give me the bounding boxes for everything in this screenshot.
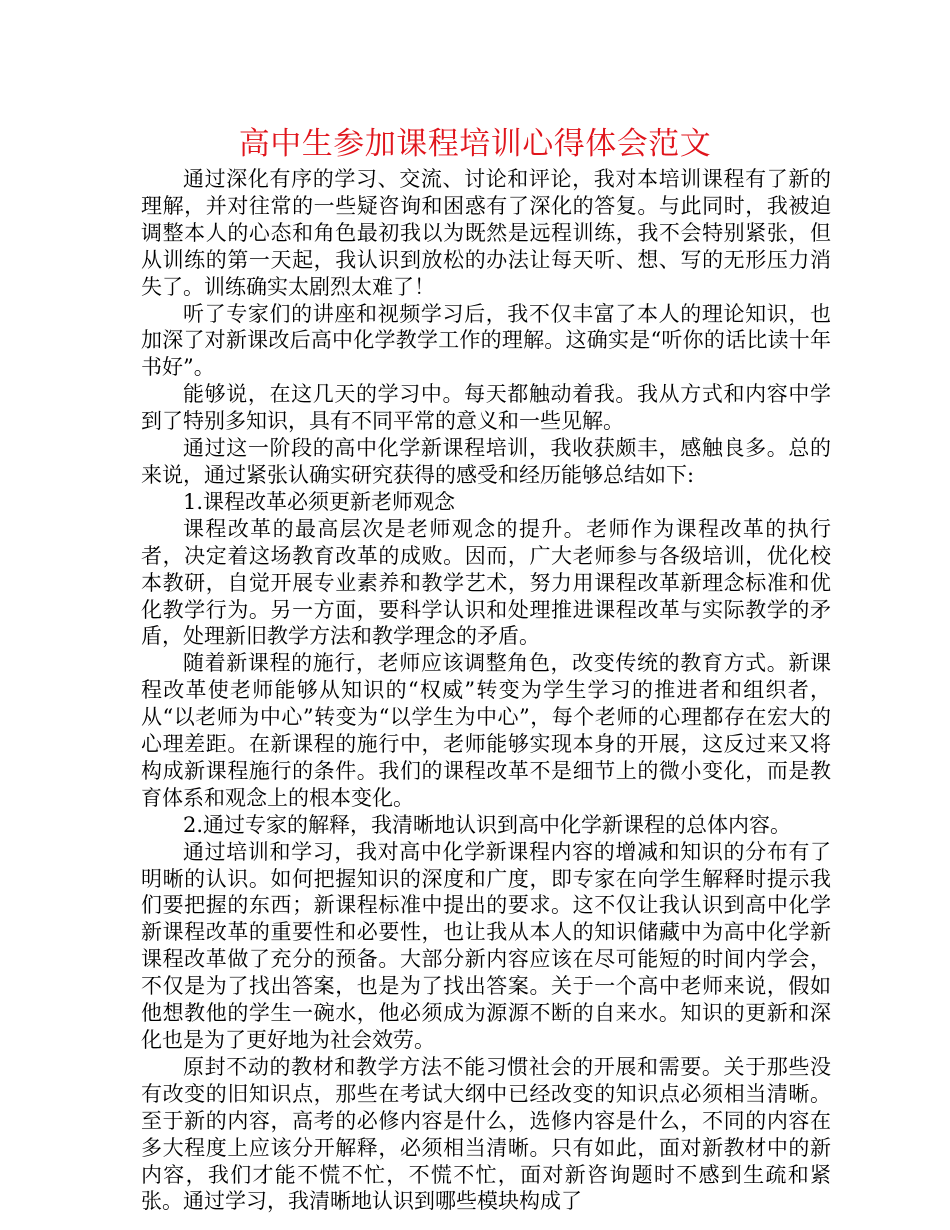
paragraph-7: 通过培训和学习，我对高中化学新课程内容的增减和知识的分布有了明晰的认识。如何把握知识的深度和广度，即专家在向学生解释时提示我们要把握的东西；新课程标准中提出的要求。这不仅让我认识到高中化学新课程改革的重要性和必要性，也让我从本人的知识储藏中为高中化学新课程改革做了充分的预备。大部分新内容应该在尽可能短的时间内学会，不仅是为了找出答案，也是为了找出答案。关于一个高中老师来说，假如他想教他的学生一碗水，他必须成为源源不断的自来水。知识的更新和深化也是为了更好地为社会效劳。 bbox=[141, 839, 831, 1052]
section-heading-1: 1.课程改革必须更新老师观念 bbox=[183, 489, 456, 514]
paragraph-3: 能够说，在这几天的学习中。每天都触动着我。我从方式和内容中学到了特别多知识，具有不同平常的意义和一些见解。 bbox=[141, 382, 831, 434]
section-heading-2: 2.通过专家的解释，我清晰地认识到高中化学新课程的总体内容。 bbox=[183, 812, 792, 837]
paragraph-4: 通过这一阶段的高中化学新课程培训，我收获颇丰，感触良多。总的来说，通过紧张认确实研究获得的感受和经历能够总结如下: bbox=[141, 436, 831, 487]
paragraph-1: 通过深化有序的学习、交流、讨论和评论，我对本培训课程有了新的理解，并对往常的一些疑咨询和困惑有了深化的答复。与此同时，我被迫调整本人的心态和角色最初我以为既然是远程训练，我不会特别紧张，但从训练的第一天起，我认识到放松的办法让每天听、想、写的无形压力消失了。训练确实太剧烈太难了！ bbox=[141, 167, 831, 299]
paragraph-5: 课程改革的最高层次是老师观念的提升。老师作为课程改革的执行者，决定着这场教育改革的成败。因而，广大老师参与各级培训，优化校本教研，自觉开展专业素养和教学艺术，努力用课程改革新理念标准和优化教学行为。另一方面，要科学认识和处理推进课程改革与实际教学的矛盾，处理新旧教学方法和教学理念的矛盾。 bbox=[141, 516, 831, 649]
paragraph-2: 听了专家们的讲座和视频学习后，我不仅丰富了本人的理论知识，也加深了对新课改后高中化学教学工作的理解。这确实是“听你的话比读十年书好”。 bbox=[141, 301, 831, 380]
document-body bbox=[141, 166, 831, 1215]
paragraph-8: 原封不动的教材和教学方法不能习惯社会的开展和需要。关于那些没有改变的旧知识点，那些在考试大纲中已经改变的知识点必须相当清晰。至于新的内容，高考的必修内容是什么，选修内容是什么，不同的内容在多大程度上应该分开解释，必须相当清晰。只有如此，面对新教材中的新内容，我们才能不慌不忙，不慌不忙，面对新咨询题时不感到生疏和紧张。通过学习，我清晰地认识到哪些模块构成了 bbox=[141, 1054, 831, 1214]
paragraph-6: 随着新课程的施行，老师应该调整角色，改变传统的教育方式。新课程改革使老师能够从知识的“权威”转变为学生学习的推进者和组织者，从“以老师为中心”转变为“以学生为中心”，每个老师的心理都存在宏大的心理差距。在新课程的施行中，老师能够实现本身的开展，这反过来又将构成新课程施行的条件。我们的课程改革不是细节上的微小变化，而是教育体系和观念上的根本变化。 bbox=[141, 651, 831, 810]
document-title: 高中生参加课程培训心得体会范文 bbox=[238, 126, 712, 162]
